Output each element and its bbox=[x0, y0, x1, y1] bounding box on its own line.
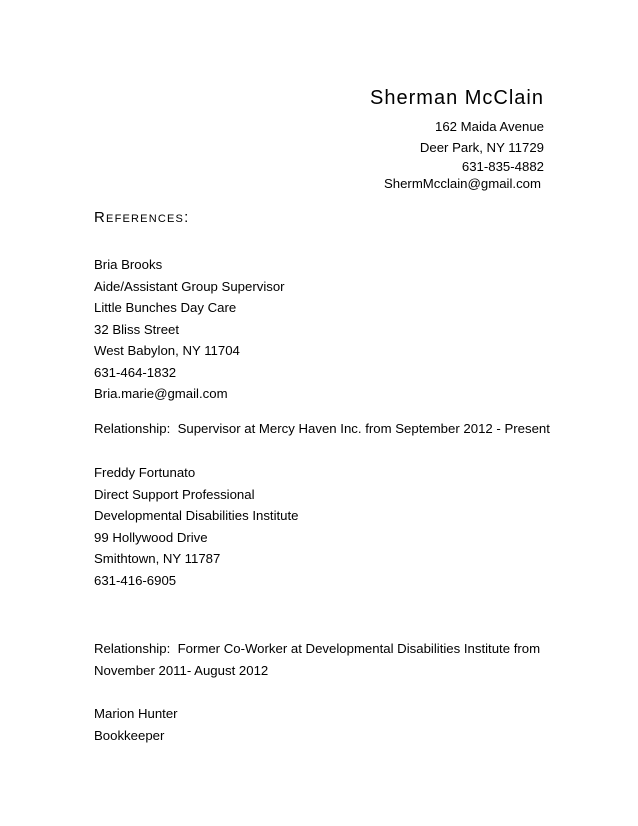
relationship-text-line-1: Relationship: Former Co-Worker at Developmental Disabilities Institute from bbox=[94, 641, 541, 656]
applicant-phone: 631-835-4882 bbox=[461, 159, 544, 174]
reference-city: Smithtown, NY 11787 bbox=[94, 551, 221, 566]
reference-phone: 631-416-6905 bbox=[94, 572, 177, 588]
applicant-city: Deer Park, NY 11729 bbox=[419, 140, 544, 155]
reference-block-1 bbox=[94, 254, 285, 405]
reference-relationship-2 bbox=[94, 638, 540, 682]
reference-street: 32 Bliss Street bbox=[94, 321, 180, 337]
reference-email: Bria.marie@gmail.com bbox=[94, 386, 228, 401]
reference-name: Freddy Fortunato bbox=[94, 465, 196, 480]
reference-name: Bria Brooks bbox=[94, 257, 163, 272]
reference-phone: 631-464-1832 bbox=[94, 364, 177, 380]
reference-title: Bookkeeper bbox=[94, 728, 165, 743]
applicant-name: Sherman McClain bbox=[370, 87, 544, 109]
relationship-text: Relationship: Supervisor at Mercy Haven Inc. from September 2012 - Present bbox=[94, 421, 550, 436]
reference-block-2 bbox=[94, 462, 299, 591]
contact-header bbox=[370, 86, 544, 192]
reference-city: West Babylon, NY 11704 bbox=[94, 343, 240, 358]
reference-company: Little Bunches Day Care bbox=[94, 300, 237, 315]
relationship-text-line-2: November 2011- August 2012 bbox=[94, 663, 269, 678]
reference-relationship-1 bbox=[94, 418, 550, 440]
reference-title: Direct Support Professional bbox=[94, 486, 255, 502]
reference-name: Marion Hunter bbox=[94, 706, 178, 721]
reference-street: 99 Hollywood Drive bbox=[94, 529, 208, 545]
reference-block-3 bbox=[94, 703, 178, 747]
reference-company: Developmental Disabilities Institute bbox=[94, 508, 299, 523]
reference-title: Aide/Assistant Group Supervisor bbox=[94, 278, 285, 294]
references-heading: References: bbox=[94, 209, 190, 226]
applicant-street: 162 Maida Avenue bbox=[434, 119, 544, 134]
applicant-email: ShermMcclain@gmail.com bbox=[383, 176, 541, 191]
